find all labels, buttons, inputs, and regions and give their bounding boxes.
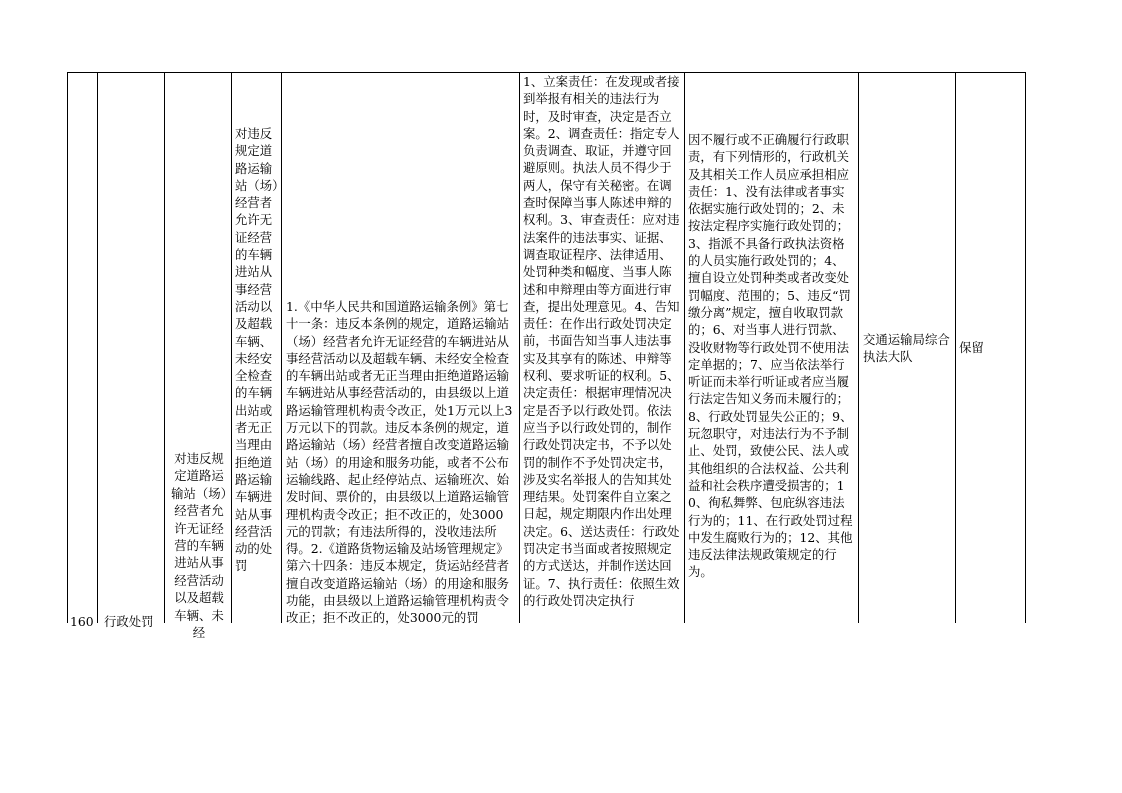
accountability-cell: [684, 73, 858, 623]
legal-basis-text: 1.《中华人民共和国道路运输条例》第七十一条：违反本条例的规定，道路运输站（场）经营者允许无证经营的车辆进站从事经营活动以及超载车辆、未经安全检查的车辆出站或者无正当理由拒绝道路运输车辆进站从事经营活动的，由县级以上道路运输管理机构责令改正，处1万元以上3万元以下的罚款。违反本条例的规定，道路运输站（场）经营者擅自改变道路运输站（场）的用途和服务功能，或者不公布运输线路、起止经停站点、运输班次、始发时间、票价的，由县级以上道路运输管理机构责令改正；拒不改正的，处3000元的罚款；有违法所得的，没收违法所得。2.《道路货物运输及站场管理规定》第六十四条：违反本规定，货运站经营者擅自改变道路运输站（场）的用途和服务功能，由县级以上道路运输管理机构责令改正；拒不改正的，处3000元的罚: [286, 299, 513, 626]
accountability-text: 因不履行或不正确履行行政职责，有下列情形的，行政机关及其相关工作人员应承担相应责任：1、没有法律或者事实依据实施行政处罚的；2、未按法定程序实施行政处罚的；3、指派不具备行政执法资格的人员实施行政处罚的；4、擅自设立处罚种类或者改变处罚幅度、范围的；5、违反“罚缴分离”规定，擅自收取罚款的；6、对当事人进行罚款、没收财物等行政处罚不使用法定单据的；7、应当依法举行听证而未举行听证或者应当履行法定告知义务而未履行的；8、行政处罚显失公正的；9、玩忽职守，对违法行为不予制止、处罚，致使公民、法人或其他组织的合法权益、公共利益和社会秩序遭受损害的；10、徇私舞弊、包庇纵容违法行为的；11、在行政处罚过程中发生腐败行为的；12、其他违反法律法规政策规定的行为。: [688, 132, 853, 580]
power-list-table: [67, 72, 1026, 641]
legal-basis-cell: [281, 73, 519, 626]
status-text: 保留: [959, 340, 984, 355]
item-name-text: 对违反规定道路运输站（场）经营者允许无证经营的车辆进站从事经营活动以及超载车辆、未经: [171, 451, 227, 641]
department-text: 交通运输局综合执法大队: [863, 332, 950, 365]
responsibility-cell: [519, 73, 684, 623]
table-row: [67, 72, 1026, 641]
status-cell: [955, 73, 1026, 623]
sequence-number: 160: [70, 614, 94, 629]
item-name-cell: [164, 73, 231, 641]
sub-item-name-text: 对违反规定道路运输站（场）经营者允许无证经营的车辆进站从事经营活动以及超载车辆、未经安全检查的车辆出站或者无正当理由拒绝道路运输车辆进站从事经营活动的处罚: [235, 126, 279, 574]
sub-item-name-cell: [231, 73, 281, 623]
department-cell: [858, 73, 955, 623]
responsibility-text: 1、立案责任：在发现或者接到举报有相关的违法行为时，及时审查，决定是否立案。2、调查责任：指定专人负责调查、取证，并遵守回避原则。执法人员不得少于两人，保守有关秘密。在调查时保障当事人陈述申辩的权利。3、审查责任：应对违法案件的违法事实、证据、调查取证程序、法律适用、处罚种类和幅度、当事人陈述和申辩理由等方面进行审查，提出处理意见。4、告知责任：在作出行政处罚决定前，书面告知当事人违法事实及其享有的陈述、申辩等权利、要求听证的权利。5、决定责任：根据审理情况决定是否予以行政处罚。依法应当予以行政处罚的，制作行政处罚决定书，不予以处罚的制作不予处罚决定书，涉及实名举报人的告知其处理结果。处罚案件自立案之日起，规定期限内作出处理决定。6、送达责任：行政处罚决定书当面或者按照规定的方式送达，并制作送达回证。7、执行责任：依照生效的行政处罚决定执行: [523, 74, 680, 608]
sequence-cell: [67, 73, 97, 629]
category-cell: [97, 73, 164, 629]
category-text: 行政处罚: [104, 614, 154, 629]
